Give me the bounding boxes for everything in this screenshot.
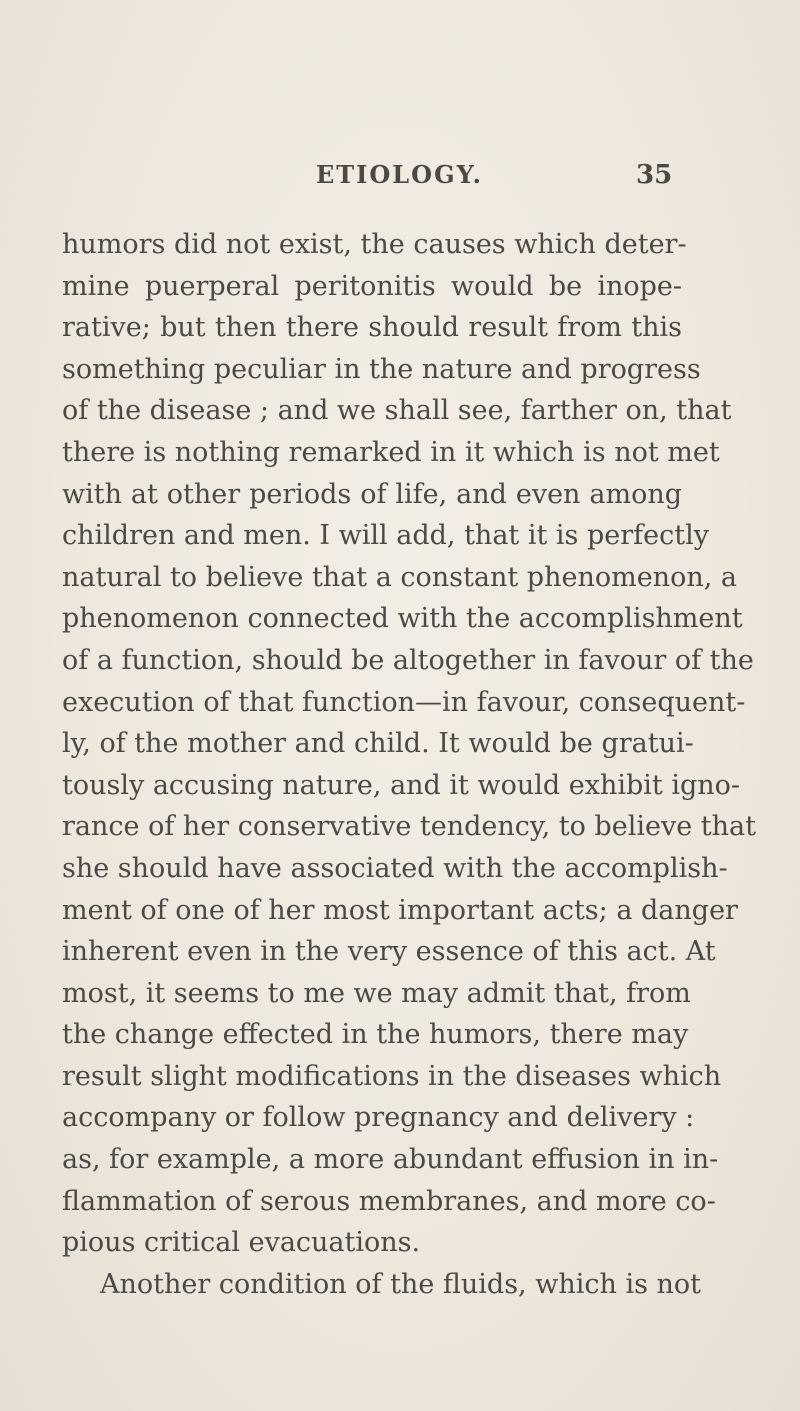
text-line: rance of her conservative tendency, to believe that [62,811,756,843]
text-line: of the disease ; and we shall see, farther on, that [62,395,732,427]
text-line: as, for example, a more abundant effusion in in- [62,1144,719,1176]
text-line: tously accusing nature, and it would exhibit igno- [62,769,741,801]
text-line: rative; but then there should result from this [62,312,682,344]
text-line: execution of that function—in favour, consequent- [62,686,746,718]
text-line: ly, of the mother and child. It would be gratui- [62,728,694,760]
text-line: inherent even in the very essence of this act. At [62,936,716,968]
text-line: accompany or follow pregnancy and delivery : [62,1102,695,1134]
text-line: humors did not exist, the causes which deter- [62,229,687,260]
text-line: mine puerperal peritonitis would be inope- [62,270,682,302]
text-line: phenomenon connected with the accomplishment [62,603,743,635]
text-line: with at other periods of life, and even among [62,478,682,510]
text-line: pious critical evacuations. [62,1227,421,1259]
text-line: the change effected in the humors, there may [62,1019,689,1051]
text-line: she should have associated with the accomplish- [62,852,728,884]
text-line: there is nothing remarked in it which is not met [62,436,720,468]
text-line: result slight modifications in the diseases which [62,1060,722,1092]
text-line: natural to believe that a constant phenomenon, a [62,561,737,593]
page-header [0,160,800,200]
text-line: ment of one of her most important acts; a danger [62,894,738,926]
text-line: something peculiar in the nature and progress [62,353,701,385]
text-line: children and men. I will add, that it is perfectly [62,520,709,552]
body-text [62,224,756,1305]
text-line: flammation of serous membranes, and more co- [62,1185,716,1217]
text-line: of a function, should be altogether in favour of the [62,644,754,676]
page-number: 35 [636,160,673,190]
text-line: Another condition of the fluids, which is not [100,1268,702,1300]
text-line: most, it seems to me we may admit that, from [62,977,691,1009]
running-head: ETIOLOGY. [316,160,483,189]
